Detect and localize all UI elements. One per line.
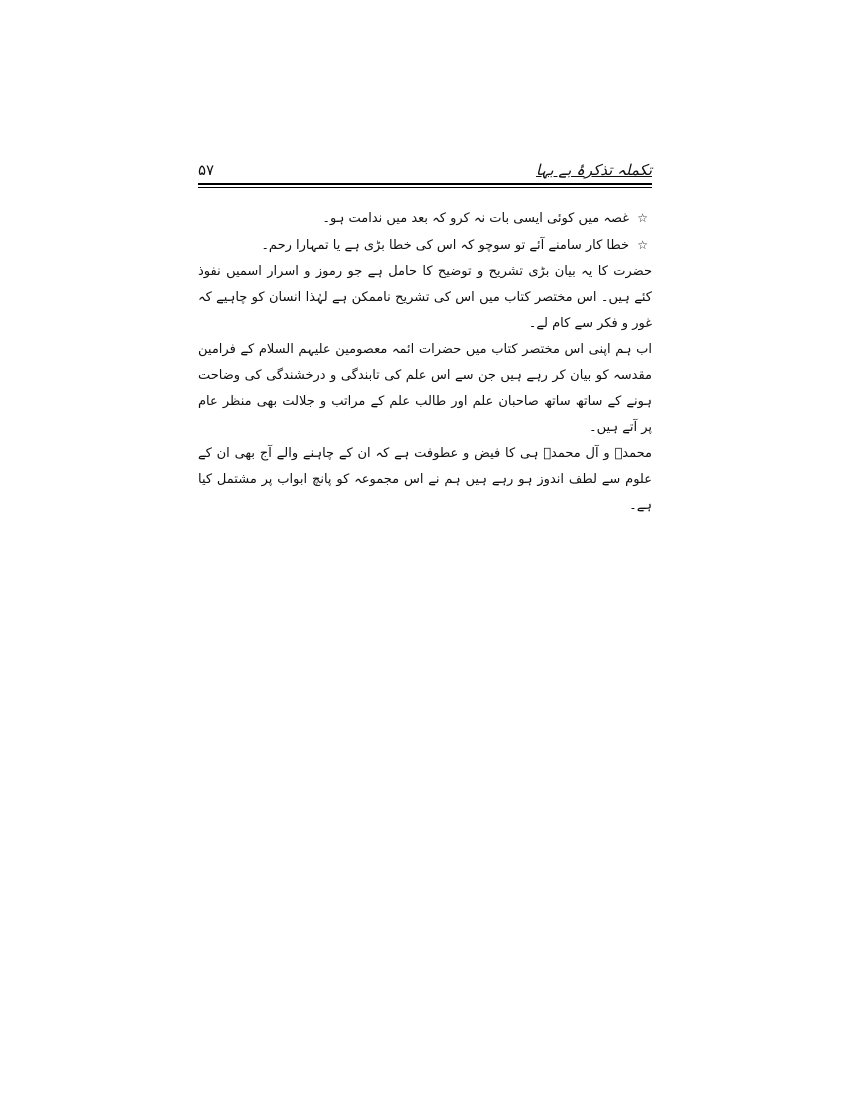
page-header — [198, 160, 652, 182]
header-rule-thick — [198, 183, 652, 185]
bullet-item — [198, 232, 648, 259]
star-icon: ☆ — [637, 238, 648, 252]
page-body — [198, 205, 652, 519]
body-paragraph: اب ہم اپنی اس مختصر کتاب میں حضرات ائمہ معصومین علیہم السلام کے فرامین مقدسہ کو بیان کر رہے ہیں جن سے اس علم کی تابندگی و درخشندگی کی وضاحت ہونے کے ساتھ ساتھ صاحبان علم اور طالب علم کے مراتب و جلالت بھی منظر عام پر آتے ہیں۔ — [198, 342, 652, 435]
page-number: ۵۷ — [198, 161, 215, 179]
header-rule-thin — [198, 187, 652, 188]
body-paragraph: محمدؐ و آل محمدؐ ہی کا فیض و عطوفت ہے کہ ان کے چاہنے والے آج بھی ان کے علوم سے لطف اندوز ہو رہے ہیں ہم نے اس مجموعہ کو پانچ ابواب پر مشتمل کیا ہے۔ — [198, 446, 652, 513]
body-paragraph: حضرت کا یہ بیان بڑی تشریح و توضیح کا حامل ہے جو رموز و اسرار اسمیں نفوذ کئے ہیں۔ اس مختصر کتاب میں اس کی تشریح ناممکن ہے لہٰذا انسان کو چاہیے کہ غور و فکر سے کام لے۔ — [198, 264, 652, 331]
bullet-text: غصہ میں کوئی ایسی بات نہ کرو کہ بعد میں ندامت ہو۔ — [322, 211, 630, 226]
star-icon: ☆ — [637, 211, 648, 225]
bullet-item — [198, 205, 648, 232]
running-title: تکملہ تذکرۂ بے بہا — [536, 161, 652, 179]
bullet-text: خطا کار سامنے آئے تو سوچو کہ اس کی خطا بڑی ہے یا تمہارا رحم۔ — [261, 238, 630, 253]
